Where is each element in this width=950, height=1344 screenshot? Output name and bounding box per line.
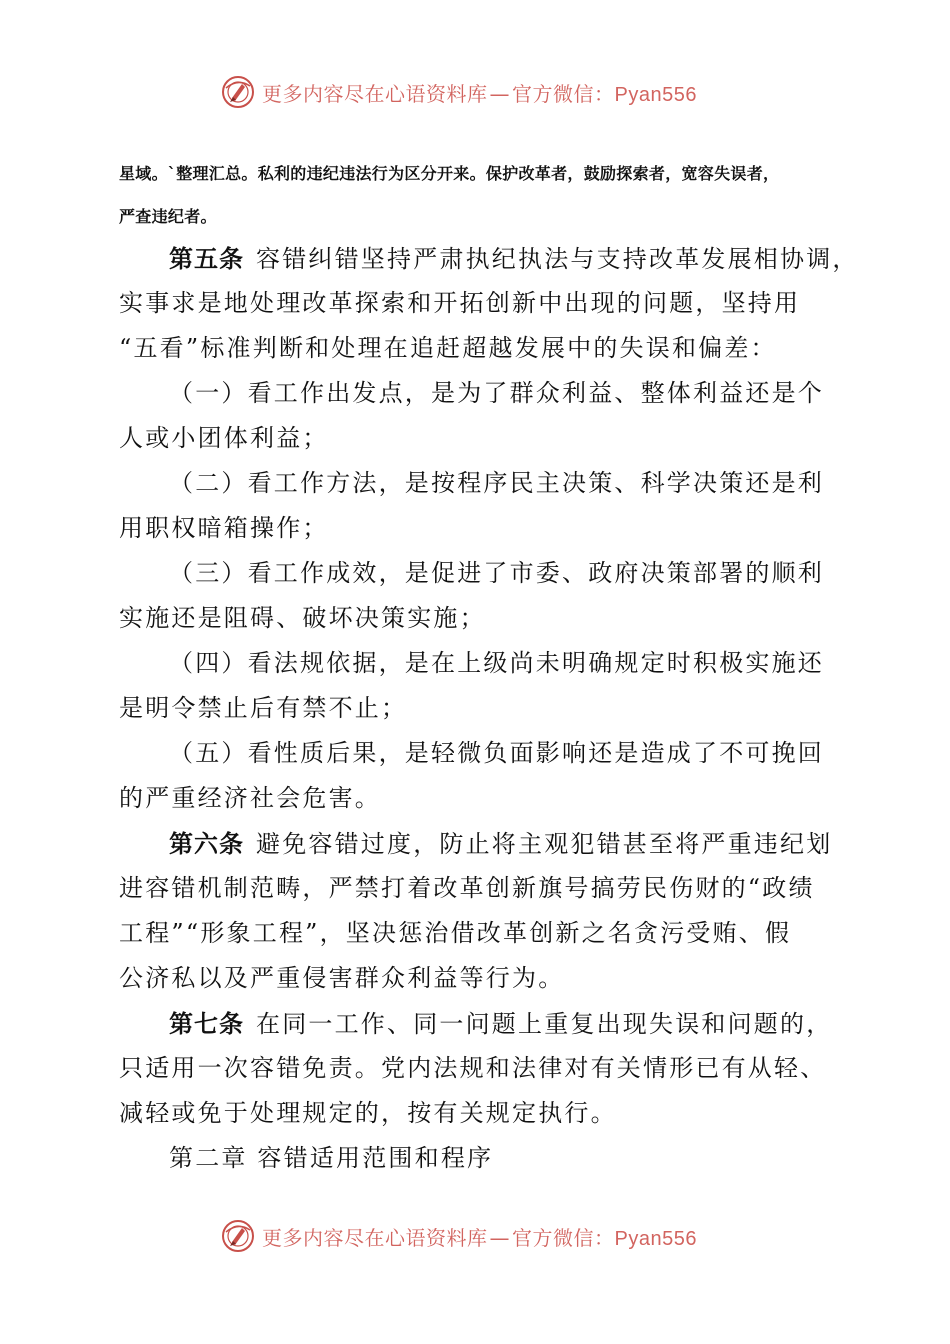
article-5-line-2: 实事求是地处理改革探索和开拓创新中出现的问题，坚持用 <box>119 289 801 317</box>
article-7-line-1 <box>119 1001 839 1046</box>
item-2-line-2: 用职权暗箱操作； <box>119 514 329 542</box>
article-6-line-2: 进容错机制范畴，严禁打着改革创新旗号搞劳民伤财的“政绩 <box>119 874 815 902</box>
top-watermark-banner <box>0 72 950 112</box>
item-3-line-1: （三）看工作成效，是促进了市委、政府决策部署的顺利 <box>169 559 824 587</box>
watermark-dash: — <box>489 1225 510 1250</box>
item-5-line-1: （五）看性质后果，是轻微负面影响还是造成了不可挽回 <box>169 739 824 767</box>
article-7-label: 第七条 <box>169 1009 244 1038</box>
item-3-line-2: 实施还是阻碍、破坏决策实施； <box>119 604 486 632</box>
article-6-line-4: 公济私以及严重侵害群众利益等行为。 <box>119 964 565 992</box>
item-4-line-2: 是明令禁止后有禁不止； <box>119 694 408 722</box>
watermark-text <box>262 1222 697 1251</box>
library-logo-icon <box>220 74 256 110</box>
chapter-heading: 第二章 容错适用范围和程序 <box>169 1144 494 1172</box>
article-5-label: 第五条 <box>169 244 244 273</box>
library-logo-icon <box>220 1218 256 1254</box>
header-line-1: 星域。`整理汇总。私利的违纪违法行为区分开来。保护改革者，鼓励探索者，宽容失误者， <box>119 164 780 183</box>
article-5-line-1 <box>119 236 859 281</box>
watermark-wechat: 官方微信：Pyan556 <box>512 1227 697 1250</box>
watermark-library-name: 更多内容尽在心语资料库 <box>262 1225 488 1250</box>
watermark-text <box>262 78 697 107</box>
article-6-text-1: 避免容错过度，防止将主观犯错甚至将严重违纪划 <box>256 830 833 858</box>
article-6-line-1 <box>119 821 839 866</box>
item-2-line-1: （二）看工作方法，是按程序民主决策、科学决策还是利 <box>169 469 824 497</box>
item-1-line-1: （一）看工作出发点，是为了群众利益、整体利益还是个 <box>169 379 824 407</box>
article-6-line-3: 工程”“形象工程”，坚决惩治借改革创新之名贪污受贿、假 <box>119 919 792 947</box>
item-4-line-1: （四）看法规依据，是在上级尚未明确规定时积极实施还 <box>169 649 824 677</box>
bottom-watermark-banner <box>0 1216 950 1256</box>
article-6-label: 第六条 <box>169 829 244 858</box>
item-5-line-2: 的严重经济社会危害。 <box>119 784 381 812</box>
watermark-wechat: 官方微信：Pyan556 <box>512 83 697 106</box>
article-7-line-3: 减轻或免于处理规定的，按有关规定执行。 <box>119 1099 617 1127</box>
item-1-line-2: 人或小团体利益； <box>119 424 329 452</box>
document-body <box>119 236 859 1180</box>
article-7-text-1: 在同一工作、同一问题上重复出现失误和问题的， <box>256 1010 833 1038</box>
article-5-line-3: “五看”标准判断和处理在追赶超越发展中的失误和偏差： <box>119 334 777 362</box>
header-line-2: 严查违纪者。 <box>119 207 217 226</box>
article-5-text-1: 容错纠错坚持严肃执纪执法与支持改革发展相协调， <box>256 245 859 273</box>
watermark-dash: — <box>489 81 510 106</box>
watermark-library-name: 更多内容尽在心语资料库 <box>262 81 488 106</box>
article-7-line-2: 只适用一次容错免责。党内法规和法律对有关情形已有从轻、 <box>119 1054 827 1082</box>
